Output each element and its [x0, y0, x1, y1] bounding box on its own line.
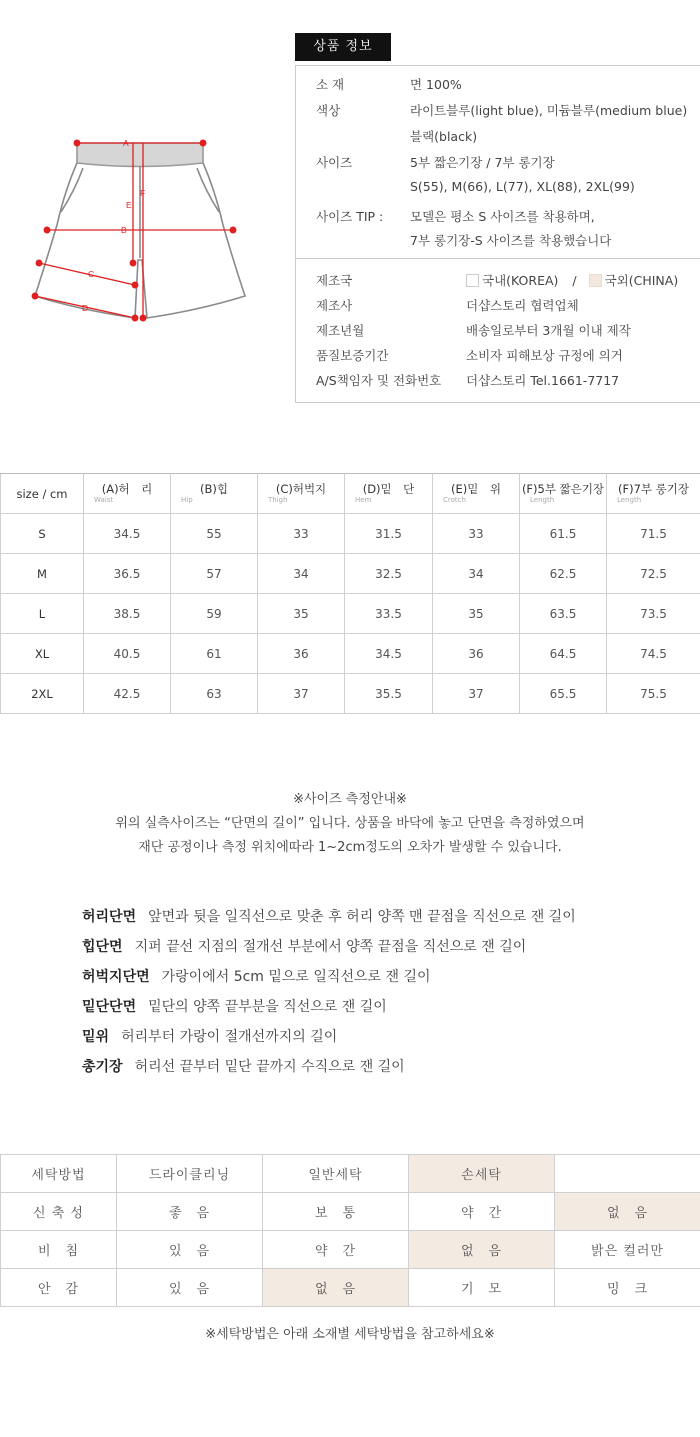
size-value: 36 [433, 634, 520, 674]
care-cell: 있 음 [117, 1231, 263, 1269]
measure-note-title: ※사이즈 측정안내※ [293, 792, 407, 807]
care-cell: 좋 음 [117, 1193, 263, 1231]
size-value: 59 [171, 594, 258, 634]
measurement-definitions [82, 902, 576, 1082]
diagram-label-d: D [82, 303, 89, 313]
table-row [1, 554, 700, 594]
table-row [1, 674, 700, 714]
size-value: 55 [171, 514, 258, 554]
care-cell: 비 침 [1, 1231, 117, 1269]
measure-note-line: 재단 공정이나 측정 위치에따라 1~2cm정도의 오차가 발생할 수 있습니다. [138, 840, 562, 855]
size-value: 31.5 [345, 514, 433, 554]
care-cell: 일반세탁 [263, 1155, 409, 1193]
size-table-header [1, 474, 700, 514]
size-column-header: (C)허벅지 Thigh [258, 474, 345, 514]
measure-note-line: 위의 실측사이즈는 “단면의 길이” 입니다. 상품을 바닥에 놓고 단면을 측정하였으며 [115, 816, 585, 831]
table-row [1, 594, 700, 634]
care-cell: 약 간 [409, 1193, 555, 1231]
size-value: 40.5 [84, 634, 171, 674]
size-value: 61 [171, 634, 258, 674]
diagram-label-c: C [88, 269, 95, 279]
care-table [0, 1154, 700, 1307]
size-value: 34 [258, 554, 345, 594]
diagram-label-b: B [121, 225, 127, 235]
care-cell: 밍 크 [555, 1269, 700, 1307]
definition-item: 허리단면 앞면과 뒷을 일직선으로 맞춘 후 허리 양쪽 맨 끝점을 직선으로 잰 길이 [82, 909, 576, 925]
size-value: 37 [433, 674, 520, 714]
care-cell: 밝은 컬러만 [555, 1231, 700, 1269]
product-info-title: 상품 정보 [295, 33, 391, 61]
definition-item: 총기장 허리선 끝부터 밑단 끝까지 수직으로 잰 길이 [82, 1059, 405, 1075]
diagram-label-e: E [126, 200, 132, 210]
origin-china-checkbox[interactable] [589, 274, 602, 287]
product-info-box: 소 재 면 100% 색상 라이트블루(light blue), 미듐블루(medium blue) 블랙(black) 사이즈 5부 짧은기장 / 7부 롱기장 S(55), M(66), L(77), XL(88), 2XL(99) 사이즈 TIP : 모델은 평소 S 사이즈를 착용하며, 7부 롱기장-S 사이즈를 착용했습니다 제조국 국내(KOREA) / 국외(CHINA) 제조사 더샵스토리 협력업체 제조년월 배송일로부터 3개월 이내 제작 품질보증기간 소비자 피해보상 규정에 의거 A/S책임자 및 전화번호 더샵스토리 Tel.1661-7717 [295, 65, 700, 403]
size-column-header: (F)7부 롱기장 Length [607, 474, 700, 514]
care-cell: 드라이클리닝 [117, 1155, 263, 1193]
definition-item: 허벅지단면 가랑이에서 5cm 밑으로 일직선으로 잰 길이 [82, 969, 431, 985]
size-value: 34 [433, 554, 520, 594]
origin-korea-checkbox[interactable] [466, 274, 479, 287]
measure-notes [0, 788, 700, 860]
care-cell: 없 음 [555, 1193, 700, 1231]
care-cell: 약 간 [263, 1231, 409, 1269]
care-row [1, 1155, 700, 1193]
size-value: 64.5 [520, 634, 607, 674]
size-value: 57 [171, 554, 258, 594]
info-divider [296, 258, 700, 259]
care-cell [555, 1155, 700, 1193]
diagram-label-a: A [123, 138, 129, 148]
size-value: 33 [258, 514, 345, 554]
definition-item: 밑단단면 밑단의 양쪽 끝부분을 직선으로 잰 길이 [82, 999, 387, 1015]
size-value: 73.5 [607, 594, 700, 634]
size-column-header: (A)허 리 Waist [84, 474, 171, 514]
size-value: 32.5 [345, 554, 433, 594]
care-cell: 있 음 [117, 1269, 263, 1307]
care-cell: 세탁방법 [1, 1155, 117, 1193]
size-value: 35 [433, 594, 520, 634]
size-corner-header: size / cm [1, 474, 84, 514]
size-value: 71.5 [607, 514, 700, 554]
size-value: 62.5 [520, 554, 607, 594]
size-value: 33.5 [345, 594, 433, 634]
size-value: 65.5 [520, 674, 607, 714]
size-value: 42.5 [84, 674, 171, 714]
size-value: 61.5 [520, 514, 607, 554]
table-row [1, 634, 700, 674]
care-cell: 신 축 성 [1, 1193, 117, 1231]
definition-item: 밑위 허리부터 가랑이 절개선까지의 길이 [82, 1029, 338, 1045]
care-cell: 안 감 [1, 1269, 117, 1307]
size-label: M [1, 554, 84, 594]
size-label: XL [1, 634, 84, 674]
care-cell: 손세탁 [409, 1155, 555, 1193]
care-row [1, 1269, 700, 1307]
size-value: 36.5 [84, 554, 171, 594]
size-value: 38.5 [84, 594, 171, 634]
size-value: 34.5 [345, 634, 433, 674]
care-row [1, 1231, 700, 1269]
size-value: 37 [258, 674, 345, 714]
size-value: 35 [258, 594, 345, 634]
size-value: 35.5 [345, 674, 433, 714]
size-value: 74.5 [607, 634, 700, 674]
size-column-header: (D)밑 단 Hem [345, 474, 433, 514]
size-value: 34.5 [84, 514, 171, 554]
table-row [1, 514, 700, 554]
definition-item: 힙단면 지퍼 끝선 지점의 절개선 부분에서 양쪽 끝점을 직선으로 잰 길이 [82, 939, 527, 955]
care-note: ※세탁방법은 아래 소재별 세탁방법을 참고하세요※ [205, 1327, 495, 1342]
size-table [0, 473, 700, 714]
diagram-label-f: F [140, 188, 146, 198]
size-label: 2XL [1, 674, 84, 714]
care-row [1, 1193, 700, 1231]
care-cell: 기 모 [409, 1269, 555, 1307]
size-value: 36 [258, 634, 345, 674]
size-column-header: (B)힙 Hip [171, 474, 258, 514]
size-column-header: (F)5부 짧은기장 Length [520, 474, 607, 514]
size-value: 63 [171, 674, 258, 714]
shorts-measurement-diagram [25, 130, 265, 330]
size-value: 72.5 [607, 554, 700, 594]
size-value: 75.5 [607, 674, 700, 714]
size-label: L [1, 594, 84, 634]
size-column-header: (E)밑 위 Crotch [433, 474, 520, 514]
size-value: 33 [433, 514, 520, 554]
size-label: S [1, 514, 84, 554]
care-cell: 보 통 [263, 1193, 409, 1231]
size-value: 63.5 [520, 594, 607, 634]
care-cell: 없 음 [263, 1269, 409, 1307]
care-cell: 없 음 [409, 1231, 555, 1269]
